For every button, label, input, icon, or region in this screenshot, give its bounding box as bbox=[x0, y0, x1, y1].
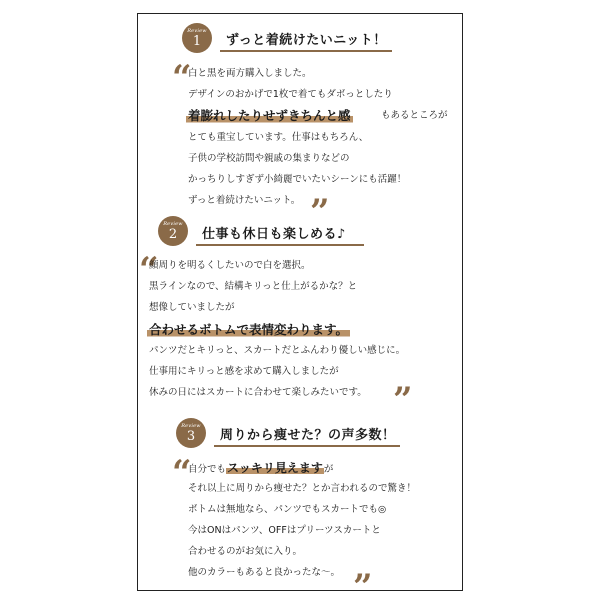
section-3-title: 周りから痩せた？の声多数！ bbox=[220, 428, 396, 443]
badge-number: 3 bbox=[186, 429, 196, 444]
section-2-title-underline bbox=[196, 244, 364, 246]
body-line: ずっと着続けたいニット。 bbox=[188, 195, 301, 206]
badge-number: 1 bbox=[192, 34, 202, 49]
section-1-title-underline bbox=[220, 50, 392, 52]
body-line: 黒ラインなので、結構キリっと仕上がるかな？と bbox=[149, 281, 358, 292]
open-quote-icon: “ bbox=[172, 453, 192, 493]
badge-number: 2 bbox=[168, 227, 178, 242]
body-line: 想像していましたが bbox=[149, 302, 235, 313]
section-2-highlight: 合わせるボトムで表情変わります。 bbox=[149, 322, 349, 337]
review-badge-3 bbox=[176, 418, 206, 448]
body-text: が bbox=[323, 464, 334, 475]
body-line: 他のカラーもあると良かったな〜。 bbox=[188, 567, 341, 578]
badge-caption: Review bbox=[181, 423, 201, 429]
section-1-highlight: 着膨れしたりせずきちんと感 bbox=[188, 108, 351, 123]
body-line: かっちりしすぎず小綺麗でいたいシーンにも活躍！ bbox=[188, 174, 407, 185]
body-line: デザインのおかげで1枚で着てもダボっとしたり bbox=[188, 89, 393, 100]
body-line: 休みの日にはスカートに合わせて楽しみたいです。 bbox=[149, 387, 367, 398]
review-card bbox=[137, 13, 463, 591]
body-line: もあるところが bbox=[381, 110, 448, 121]
open-quote-icon: “ bbox=[139, 250, 159, 290]
body-line: 仕事用にキリっと感を求めて購入しましたが bbox=[149, 366, 339, 377]
body-line bbox=[188, 461, 333, 477]
close-quote-icon: ” bbox=[310, 192, 330, 232]
body-line: それ以上に周りから痩せた？とか言われるので驚き！ bbox=[188, 483, 417, 494]
open-quote-icon: “ bbox=[172, 58, 192, 98]
close-quote-icon: ” bbox=[393, 380, 413, 420]
body-line: 顔周りを明るくしたいので白を選択。 bbox=[149, 260, 311, 271]
body-line: ボトムは無地なら、パンツでもスカートでも◎ bbox=[188, 504, 387, 515]
body-line: とても重宝しています。仕事はもちろん、 bbox=[188, 132, 369, 143]
body-line: 白と黒を両方購入しました。 bbox=[188, 68, 312, 79]
body-line: 合わせるのがお気に入り。 bbox=[188, 546, 303, 557]
section-3-title-underline bbox=[214, 445, 400, 447]
close-quote-icon: ” bbox=[353, 567, 373, 591]
body-text: 自分でも bbox=[188, 464, 227, 475]
review-badge-2 bbox=[158, 216, 188, 246]
body-line: 今はONはパンツ、OFFはプリーツスカートと bbox=[188, 525, 381, 536]
review-badge-1 bbox=[182, 23, 212, 53]
body-line: パンツだとキリっと、スカートだとふんわり優しい感じに。 bbox=[149, 345, 406, 356]
badge-caption: Review bbox=[163, 221, 183, 227]
body-line: 子供の学校訪問や親戚の集まりなどの bbox=[188, 153, 350, 164]
badge-caption: Review bbox=[187, 28, 207, 34]
section-2-title: 仕事も休日も楽しめる♪ bbox=[202, 227, 346, 242]
section-3-body bbox=[188, 461, 463, 591]
section-2-body bbox=[149, 259, 461, 409]
section-3-highlight: スッキリ見えます bbox=[227, 461, 323, 475]
section-1-title: ずっと着続けたいニット！ bbox=[226, 33, 387, 48]
